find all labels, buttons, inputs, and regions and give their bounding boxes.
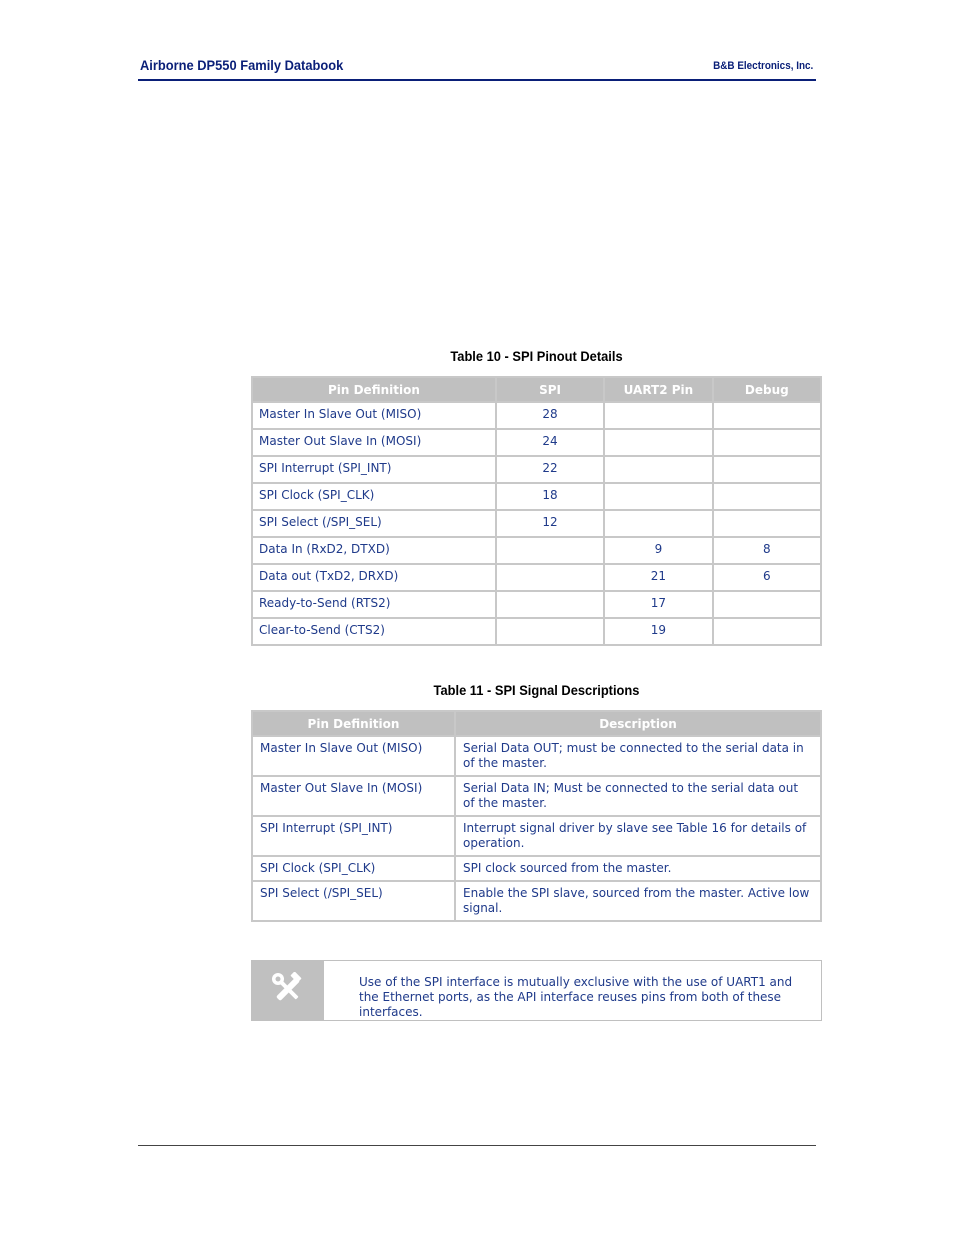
table-cell: 18 xyxy=(497,484,603,509)
table-row xyxy=(253,511,820,536)
column-header: Debug xyxy=(714,378,820,401)
table-cell xyxy=(714,592,820,617)
table-row xyxy=(253,403,820,428)
spi-signal-table xyxy=(251,710,822,922)
table-cell: Master Out Slave In (MOSI) xyxy=(253,777,454,815)
table-row xyxy=(253,457,820,482)
table-cell xyxy=(497,619,603,644)
table-cell: 9 xyxy=(605,538,711,563)
table-cell: Clear-to-Send (CTS2) xyxy=(253,619,495,644)
table-cell: SPI Clock (SPI_CLK) xyxy=(253,484,495,509)
table10-caption: Table 10 - SPI Pinout Details xyxy=(450,348,623,364)
table-cell: Master In Slave Out (MISO) xyxy=(253,737,454,775)
table-cell xyxy=(714,457,820,482)
table-cell: 8 xyxy=(714,538,820,563)
table-row xyxy=(253,817,820,855)
table-cell: Enable the SPI slave, sourced from the master. Active low signal. xyxy=(456,882,820,920)
note-text: Use of the SPI interface is mutually exclusive with the use of UART1 and the Ethernet ports, as the API interface reuses pins from both of these interfaces. xyxy=(359,975,793,1019)
table-cell: Serial Data IN; Must be connected to the serial data out of the master. xyxy=(456,777,820,815)
table-cell xyxy=(605,430,711,455)
table-row xyxy=(253,777,820,815)
tools-icon xyxy=(271,972,305,1010)
table-row xyxy=(253,882,820,920)
table-cell xyxy=(497,565,603,590)
table-cell: 17 xyxy=(605,592,711,617)
table-cell xyxy=(497,538,603,563)
table-cell xyxy=(605,457,711,482)
table-cell: 19 xyxy=(605,619,711,644)
table-row xyxy=(253,430,820,455)
table-cell: Data out (TxD2, DRXD) xyxy=(253,565,495,590)
table-cell: 22 xyxy=(497,457,603,482)
table-cell xyxy=(714,430,820,455)
column-header: SPI xyxy=(497,378,603,401)
table-cell xyxy=(605,511,711,536)
header-divider xyxy=(138,79,816,81)
column-header: Description xyxy=(456,712,820,735)
note-icon-panel xyxy=(252,961,324,1020)
document-title: Airborne DP550 Family Databook xyxy=(140,57,344,73)
table-cell xyxy=(714,484,820,509)
spi-pinout-table xyxy=(251,376,822,646)
note-box xyxy=(251,960,822,1021)
column-header: UART2 Pin xyxy=(605,378,711,401)
table-cell: SPI Interrupt (SPI_INT) xyxy=(253,457,495,482)
table-row xyxy=(253,484,820,509)
table-row xyxy=(253,857,820,880)
table-row xyxy=(253,565,820,590)
table-cell: SPI Clock (SPI_CLK) xyxy=(253,857,454,880)
table-cell: Serial Data OUT; must be connected to the serial data in of the master. xyxy=(456,737,820,775)
table-cell: SPI Interrupt (SPI_INT) xyxy=(253,817,454,855)
table-cell: Interrupt signal driver by slave see Table 16 for details of operation. xyxy=(456,817,820,855)
column-header: Pin Definition xyxy=(253,378,495,401)
table-cell xyxy=(714,619,820,644)
table-cell xyxy=(714,511,820,536)
table-row xyxy=(253,619,820,644)
table-cell: 24 xyxy=(497,430,603,455)
table11-caption: Table 11 - SPI Signal Descriptions xyxy=(433,682,640,698)
table-cell xyxy=(605,403,711,428)
table-cell: SPI Select (/SPI_SEL) xyxy=(253,511,495,536)
table-cell xyxy=(714,403,820,428)
table-cell: 12 xyxy=(497,511,603,536)
table-cell: Data In (RxD2, DTXD) xyxy=(253,538,495,563)
company-name: B&B Electronics, Inc. xyxy=(712,60,813,72)
table-row xyxy=(253,592,820,617)
table-row xyxy=(253,737,820,775)
table-cell xyxy=(497,592,603,617)
table-cell: Master In Slave Out (MISO) xyxy=(253,403,495,428)
footer-divider xyxy=(138,1145,816,1146)
table-cell: Ready-to-Send (RTS2) xyxy=(253,592,495,617)
table-cell: Master Out Slave In (MOSI) xyxy=(253,430,495,455)
table-cell: 28 xyxy=(497,403,603,428)
table-cell: 6 xyxy=(714,565,820,590)
table-cell xyxy=(605,484,711,509)
column-header: Pin Definition xyxy=(253,712,454,735)
table-cell: 21 xyxy=(605,565,711,590)
table-row xyxy=(253,538,820,563)
table-cell: SPI clock sourced from the master. xyxy=(456,857,820,880)
table-cell: SPI Select (/SPI_SEL) xyxy=(253,882,454,920)
